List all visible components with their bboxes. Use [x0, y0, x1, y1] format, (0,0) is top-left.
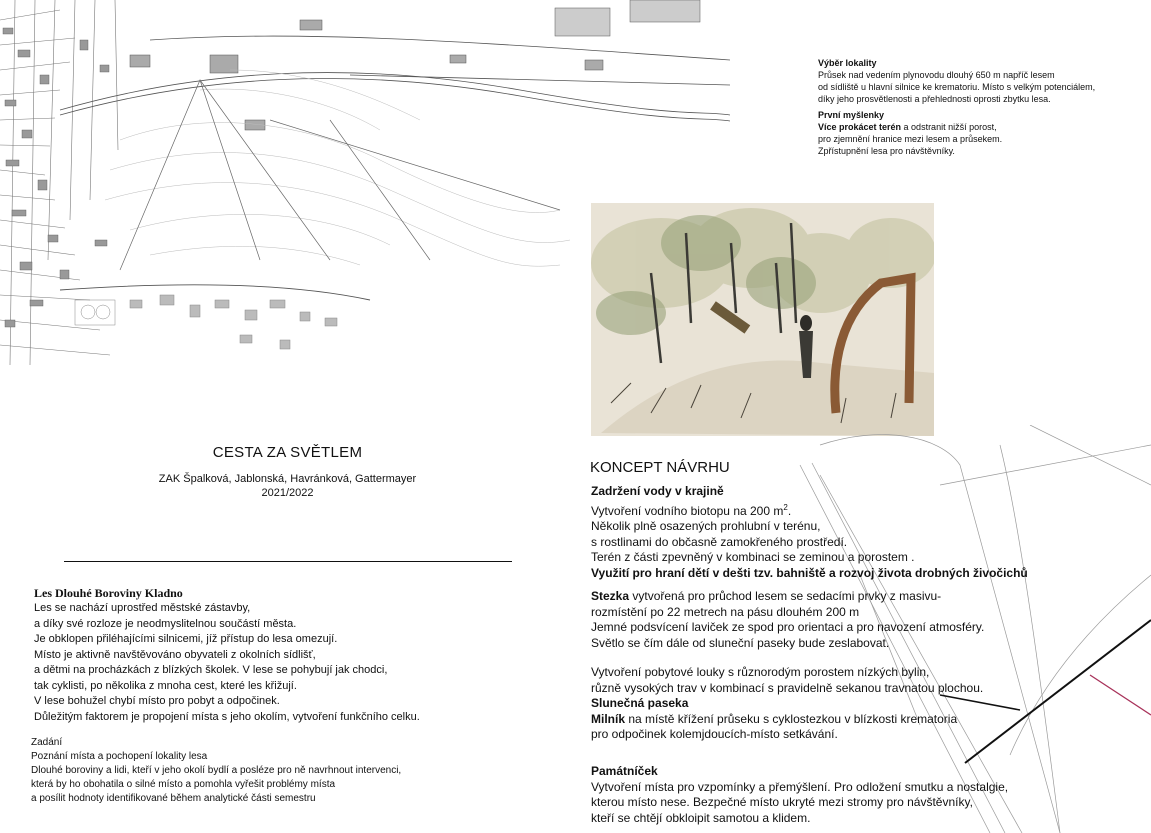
stezka-lead: Stezka [591, 589, 630, 603]
milnik-rest: na místě křížení průseku s cyklostezkou v blízkosti krematoria [625, 711, 958, 726]
stezka-line [591, 589, 1061, 605]
stezka-line: rozmístění po 22 metrech na pásu dlouhém 200 m [591, 604, 860, 619]
voda-heading: Zadržení vody v krajině [591, 484, 724, 498]
voda-line1: Vytvoření vodního biotopu na 200 m [591, 503, 784, 518]
louka-line: Vytvoření pobytové louky s různorodým porostem nízkých bylin, [591, 665, 930, 679]
les-line: Les se nachází uprostřed městské zástavby, [34, 602, 251, 614]
first-ideas-heading: První myšlenky [818, 110, 885, 120]
zadani-block [31, 736, 551, 806]
koncept-voda [591, 484, 1061, 581]
locality-line: díky jeho prosvětlenosti a přehlednosti oprosti zbytku lesa. [818, 94, 1051, 104]
locality-block [818, 57, 1148, 157]
project-authors: ZAK Špalková, Jablonská, Havránková, Gattermayer [158, 473, 417, 485]
project-year: 2021/2022 [261, 487, 314, 499]
koncept-louka [591, 665, 1061, 743]
stezka-lead-rest: vytvořená pro průchod lesem se sedacími prvky z masivu- [629, 589, 942, 603]
paseka-heading: Slunečná paseka [591, 696, 689, 710]
pamatnicek-line: kterou místo nese. Bezpečné místo ukryté mezi stromy pro návštěvníky, [591, 795, 973, 809]
voda-line1-sup: 2 [783, 502, 788, 512]
voda-line: s rostlinami do občasně zamokřeného prostředí. [591, 534, 848, 549]
pamatnicek-heading: Památníček [591, 764, 658, 778]
les-heading: Les Dlouhé Boroviny Kladno [34, 586, 183, 600]
project-title: CESTA ZA SVĚTLEM [212, 444, 363, 461]
stezka-line: Jemné podsvícení laviček ze spod pro orientaci a pro navození atmosféry. [591, 620, 985, 634]
pamatnicek-line: kteří se chtějí obkloipit samotou a klidem. [591, 810, 811, 825]
louka-line: různě vysokých trav v kombinací s pravidelně sekanou travnatou plochou. [591, 680, 984, 695]
les-line: Důležitým faktorem je propojení místa s jeho okolím, vytvoření funkčního celku. [34, 710, 420, 723]
zadani-line: Poznání místa a pochopení lokality lesa [31, 751, 208, 762]
zadani-line: Dlouhé boroviny a lidi, kteří v jeho okolí bydlí a posléze pro ně navrhnout intervenci, [31, 765, 402, 776]
first-ideas-line: Zpřístupnění lesa pro návštěvníky. [818, 146, 955, 156]
locality-line: od sídliště u hlavní silnice ke krematoriu. Místo s velkým potenciálem, [818, 82, 1096, 92]
voda-bold-line: Využití pro hraní dětí v dešti tzv. bahniště a rozvoj života drobných živočichů [591, 565, 1028, 580]
les-line: a dětmi na procházkách z blízkých školek. V lese se pohybují jak chodci, [34, 664, 388, 676]
project-authors-block [0, 472, 575, 500]
divider-rule [64, 561, 512, 562]
first-ideas-line [818, 121, 1148, 133]
voda-line1-end: . [787, 503, 792, 518]
locality-line: Průsek nad vedením plynovodu dlouhý 650 m napříč lesem [818, 70, 1055, 80]
stezka-line: Světlo se čím dále od sluneční paseky bude zeslabovat. [591, 635, 890, 650]
les-line: V lese bohužel chybí místo pro pobyt a odpočinek. [34, 695, 280, 707]
voda-line: Terén z části zpevněný v kombinaci se zeminou a porostem . [591, 550, 915, 564]
voda-line: Několik plně osazených prohlubní v terénu, [591, 519, 821, 533]
les-description [34, 601, 554, 725]
pamatnicek-line: Vytvoření místa pro vzpomínky a přemýšlení. Pro odložení smutku a nostalgie, [591, 779, 1009, 794]
koncept-heading: KONCEPT NÁVRHU [590, 459, 730, 476]
les-line: Místo je aktivně navštěvováno obyvateli z okolních sídlišť, [34, 648, 316, 661]
milnik-lead: Milník [591, 711, 626, 726]
koncept-stezka [591, 589, 1061, 651]
forest-sketch-illustration [591, 203, 934, 436]
first-ideas-line: pro zjemnění hranice mezi lesem a průsekem. [818, 134, 1003, 144]
les-line: Je obklopen přiléhajícími silnicemi, jíž přístup do lesa omezují. [34, 633, 338, 645]
milnik-line: pro odpočinek kolemjdoucích-místo setkávání. [591, 727, 838, 741]
first-ideas-lead-rest: a odstranit nižší porost, [901, 122, 997, 132]
les-line: a díky své rozloze je neodmyslitelnou součástí města. [34, 617, 297, 630]
first-ideas-lead: Více prokácet terén [818, 122, 902, 132]
milnik-line [591, 712, 1061, 728]
zadani-line: a posílit hodnoty identifikované během analytické části semestru [31, 793, 316, 804]
locality-heading: Výběr lokality [818, 58, 877, 68]
zadani-line: která by ho obohatila o silné místo a pomohla vyřešit problémy místa [31, 779, 336, 790]
zadani-heading: Zadání [31, 737, 63, 748]
koncept-pamatnicek [591, 764, 1061, 826]
voda-line [591, 500, 1061, 520]
les-line: tak cyklisti, po několika z mnoha cest, které les křižují. [34, 679, 297, 692]
